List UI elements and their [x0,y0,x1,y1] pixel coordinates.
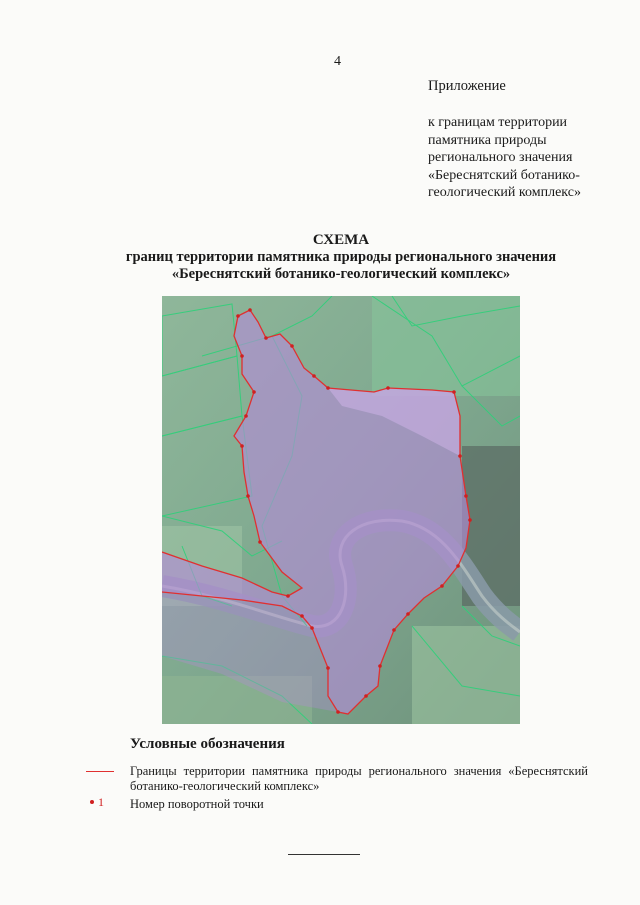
scheme-subtitle-line1: границ территории памятника природы регионального значения [125,249,557,265]
boundary-legend-line [86,771,114,772]
legend-boundary-text: Границы территории памятника природы регионального значения «Береснятский ботанико-геологический комплекс» [130,764,588,793]
scheme-heading [0,232,640,283]
turning-point-legend-number: 1 [98,795,104,809]
appendix-line: памятника природы [428,132,547,148]
turning-point-legend-marker [90,800,94,804]
legend-point-text: Номер поворотной точки [130,797,264,811]
appendix-line: геологический комплекс» [428,185,581,200]
map-svg [162,296,520,724]
legend-title: Условные обозначения [130,736,285,752]
page-number: 4 [334,54,341,69]
appendix-line: «Береснятский ботанико- [428,167,580,183]
scheme-subtitle-line2: «Береснятский ботанико-геологический комплекс» [171,266,511,282]
footer-divider [288,854,360,855]
scheme-title: СХЕМА [312,232,370,248]
boundary-map [162,296,520,724]
appendix-line: к границам территории [428,115,568,130]
appendix-caption [428,114,628,202]
appendix-title: Приложение [428,78,506,94]
appendix-line: регионального значения [428,150,573,165]
